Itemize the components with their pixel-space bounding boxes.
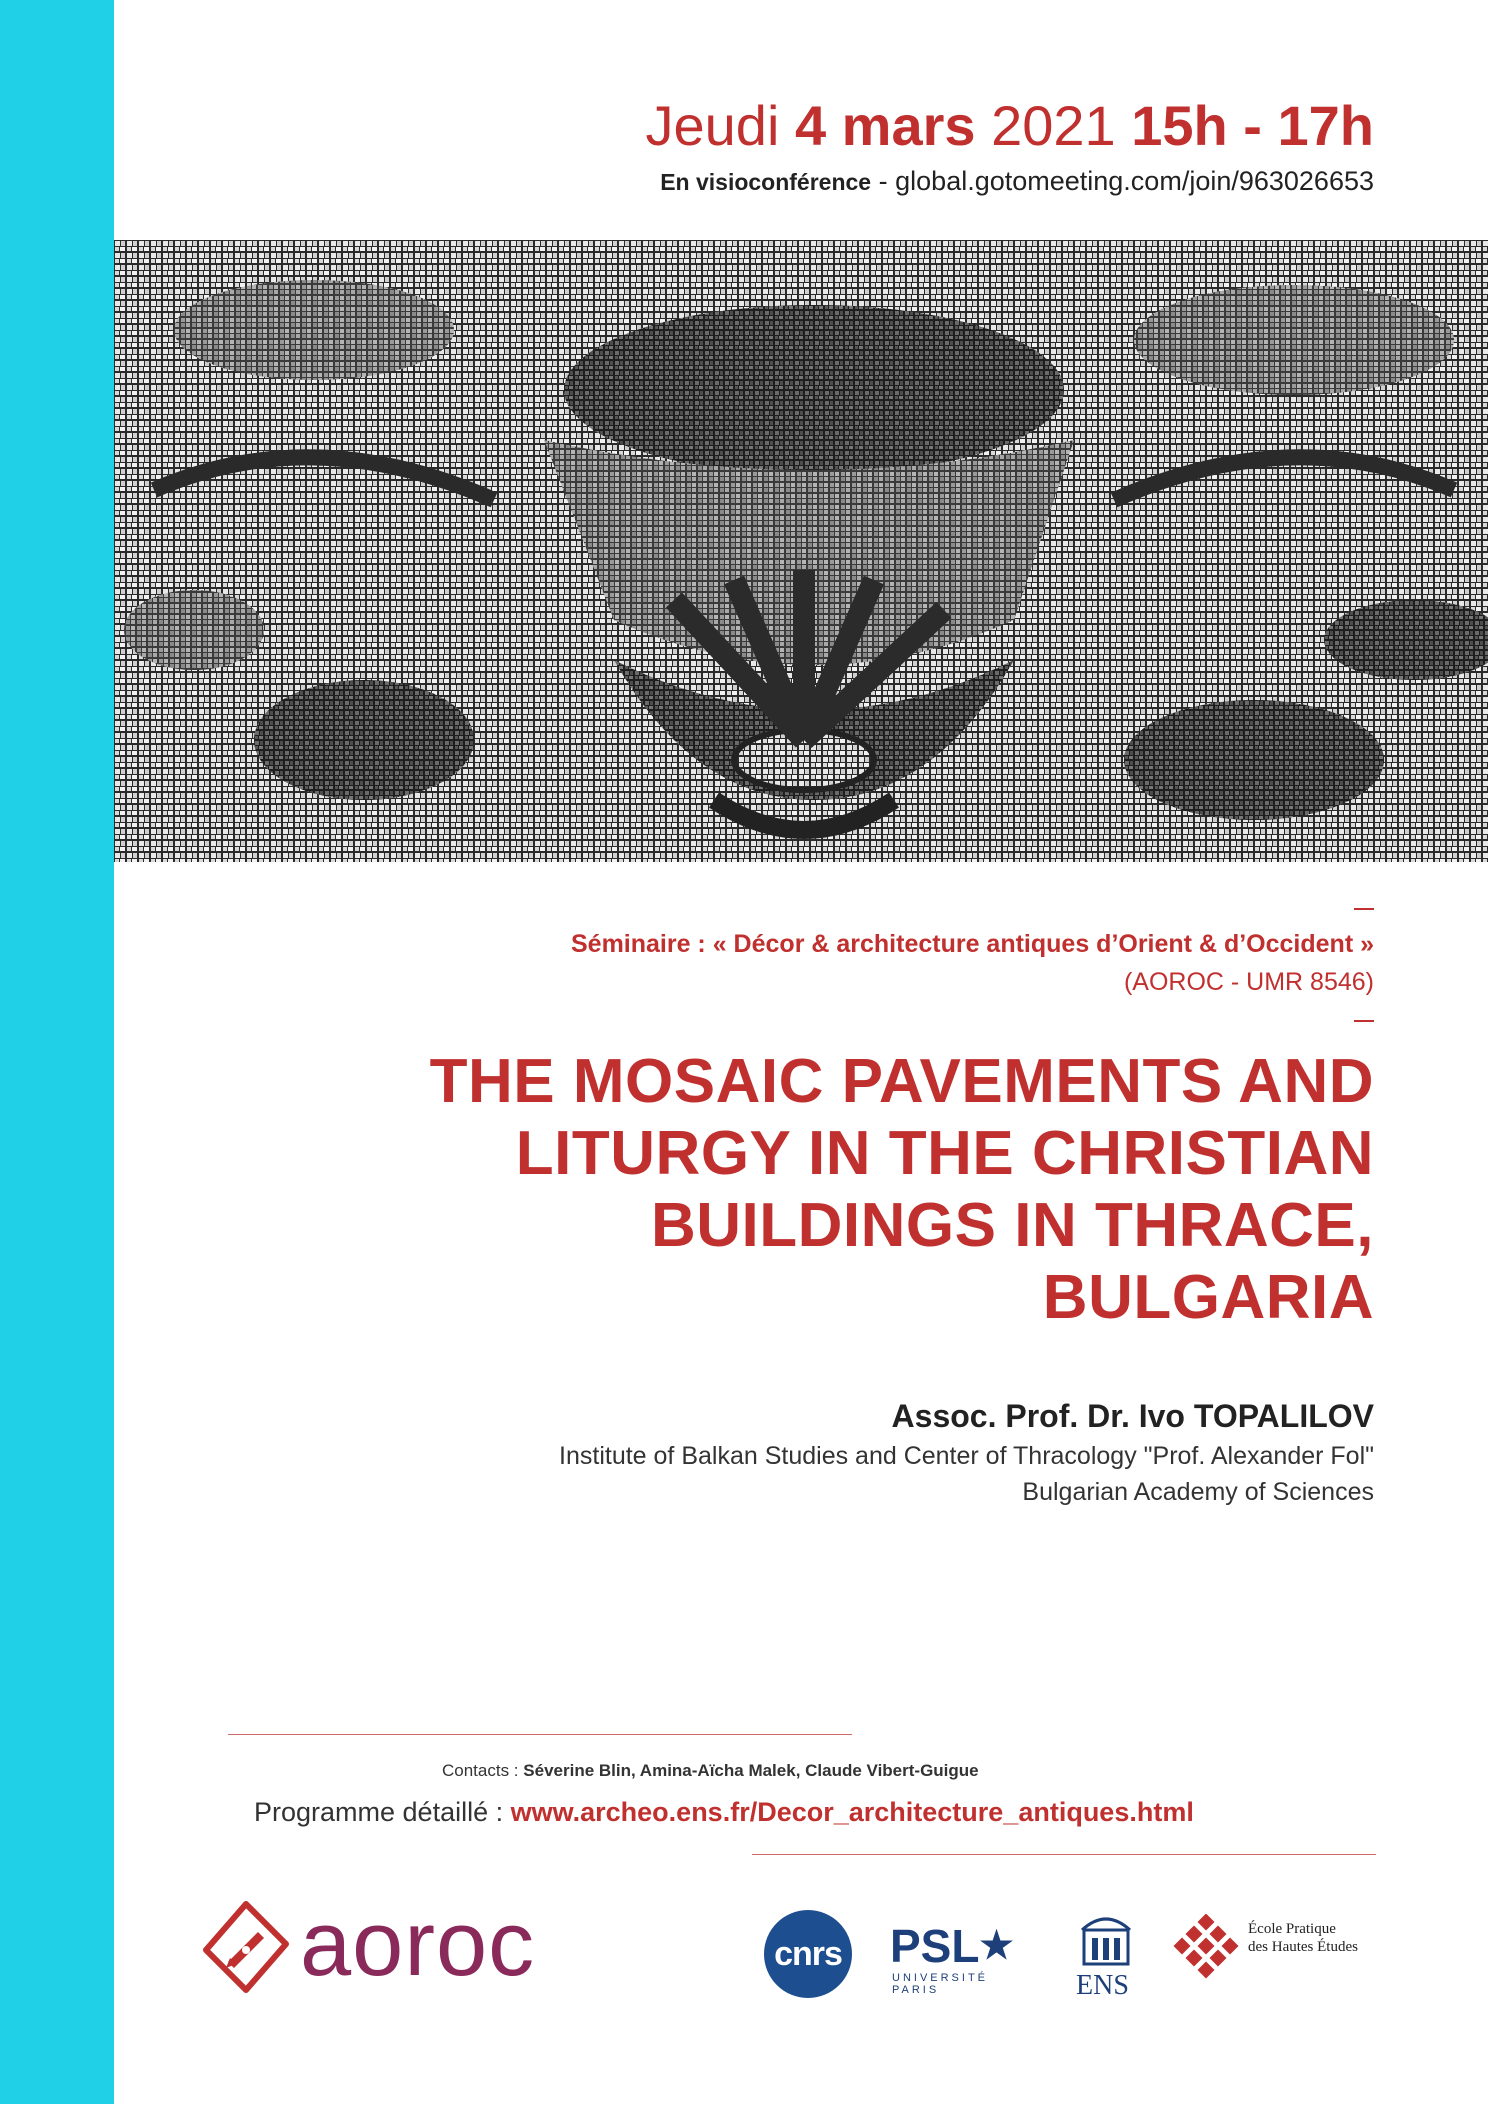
date-daymonth: 4 mars — [794, 94, 976, 157]
seminar-name: Séminaire : « Décor & architecture antiques d’Orient & d’Occident » — [570, 930, 1374, 958]
title-line: BULGARIA — [1042, 1263, 1374, 1332]
aoroc-wordmark: aoroc — [300, 1893, 536, 1995]
ephe-logo — [1170, 1914, 1380, 1994]
affiliation-line: Institute of Balkan Studies and Center of Thracology "Prof. Alexander Fol" — [559, 1442, 1374, 1470]
contacts — [442, 1759, 979, 1783]
seminar-org: (AOROC - UMR 8546) — [1123, 968, 1374, 996]
cyan-sidebar — [0, 0, 114, 2104]
programme — [254, 1794, 1194, 1830]
affiliation-line: Bulgarian Academy of Sciences — [1022, 1478, 1374, 1506]
ephe-diamond-icon — [1170, 1914, 1242, 1986]
visio-line — [660, 164, 1374, 199]
ephe-wordmark: École Pratique des Hautes Études — [1248, 1921, 1358, 1955]
mode-label: En visioconférence — [660, 169, 872, 195]
psl-wordmark: PSL★ — [890, 1920, 1014, 1972]
title-line: BUILDINGS IN THRACE, — [651, 1191, 1374, 1260]
dash-divider-bottom — [1354, 1020, 1374, 1022]
mosaic-photo — [114, 240, 1488, 862]
contacts-names: Séverine Blin, Amina-Aïcha Malek, Claude Vibert-Guigue — [523, 1761, 979, 1780]
star-icon: ★ — [979, 1925, 1014, 1967]
separator: - — [878, 166, 888, 196]
contacts-label: Contacts : — [442, 1761, 519, 1780]
talk-title — [194, 1046, 1374, 1334]
event-time: 15h - 17h — [1131, 94, 1374, 157]
meeting-link[interactable]: global.gotomeeting.com/join/963026653 — [895, 166, 1374, 196]
psl-logo — [890, 1920, 1040, 1996]
ens-building-icon — [1074, 1908, 1138, 1968]
event-date — [646, 92, 1374, 160]
footer-rule-top — [228, 1734, 852, 1735]
dash-divider-top — [1354, 908, 1374, 910]
programme-label: Programme détaillé : — [254, 1797, 504, 1827]
title-line: LITURGY IN THE CHRISTIAN — [515, 1119, 1374, 1188]
ens-logo — [1074, 1908, 1138, 2002]
aoroc-logo — [198, 1893, 628, 2000]
programme-link[interactable]: www.archeo.ens.fr/Decor_architecture_antiques.html — [510, 1797, 1194, 1827]
psl-subtitle: UNIVERSITÉ PARIS — [892, 1972, 989, 1996]
speaker-name: Assoc. Prof. Dr. Ivo TOPALILOV — [891, 1398, 1374, 1434]
cnrs-logo: cnrs — [764, 1910, 852, 1998]
ens-wordmark: ENS — [1076, 1970, 1129, 2001]
title-line: THE MOSAIC PAVEMENTS AND — [429, 1047, 1374, 1116]
date-day: Jeudi — [645, 94, 780, 157]
footer-rule-bottom — [752, 1854, 1376, 1855]
date-year: 2021 — [991, 94, 1116, 157]
aoroc-pen-icon — [198, 1898, 294, 1998]
speaker-affiliation — [559, 1438, 1374, 1510]
